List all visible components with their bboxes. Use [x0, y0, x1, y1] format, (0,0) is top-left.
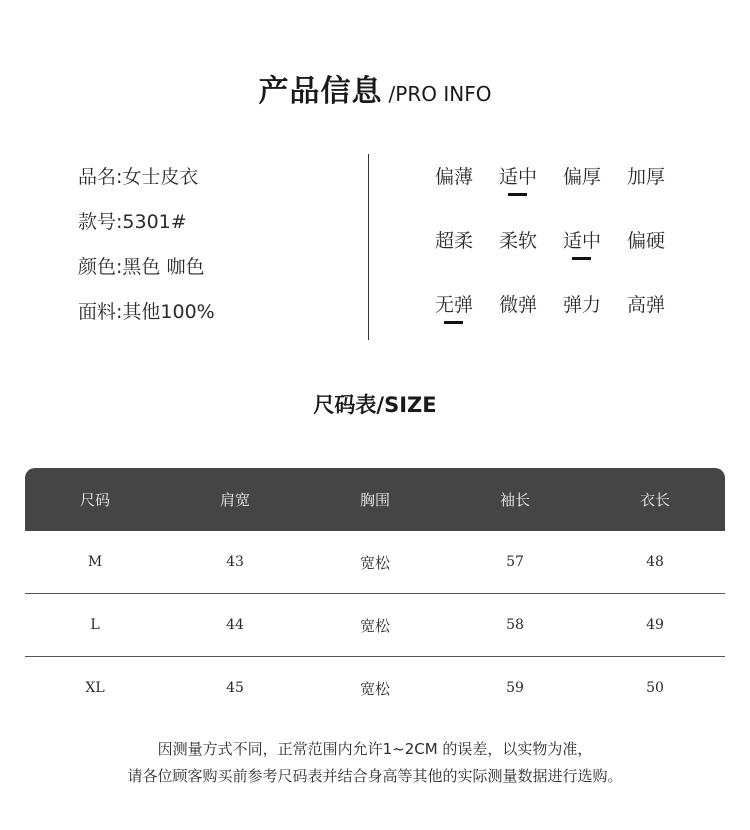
softness-option: 柔软 — [499, 230, 538, 252]
softness-row — [435, 224, 691, 288]
table-cell: 45 — [226, 680, 244, 696]
page-title — [0, 66, 750, 110]
header-cell: 尺码 — [79, 491, 110, 509]
info-style-number: 款号:5301# — [78, 211, 187, 233]
table-cell: 50 — [646, 680, 664, 696]
table-cell: 44 — [226, 617, 244, 633]
elasticity-option: 弹力 — [563, 294, 602, 316]
table-cell: M — [87, 554, 103, 570]
info-color: 颜色:黑色 咖色 — [78, 256, 205, 278]
table-cell: 59 — [506, 680, 524, 696]
attribute-grid — [435, 160, 691, 352]
thickness-row — [435, 160, 691, 224]
thickness-option: 偏厚 — [563, 166, 602, 188]
table-cell: 宽松 — [359, 553, 390, 572]
table-row — [25, 594, 725, 657]
table-cell: 48 — [646, 554, 664, 570]
size-table-header — [25, 468, 725, 531]
title-chinese: 产品信息 — [258, 74, 383, 109]
info-name: 品名:女士皮衣 — [78, 166, 199, 188]
header-cell: 肩宽 — [219, 491, 250, 509]
header-cell: 胸围 — [359, 491, 390, 509]
size-chart-title: 尺码表/SIZE — [313, 393, 437, 417]
title-english: /PRO INFO — [388, 82, 492, 106]
table-cell: 49 — [646, 617, 664, 633]
measurement-note — [0, 736, 750, 790]
table-cell: L — [90, 617, 100, 633]
table-cell: 宽松 — [359, 679, 390, 698]
elasticity-option: 无弹 — [435, 288, 499, 352]
table-cell: XL — [85, 680, 105, 696]
note-line: 因测量方式不同，正常范围内允许1~2CM 的误差，以实物为准， — [157, 740, 593, 758]
header-cell: 袖长 — [499, 491, 530, 509]
product-info-list — [78, 160, 215, 340]
softness-option: 适中 — [563, 224, 627, 288]
table-cell: 57 — [506, 554, 524, 570]
note-line: 请各位顾客购买前参考尺码表并结合身高等其他的实际测量数据进行选购。 — [127, 767, 623, 785]
softness-option: 偏硬 — [627, 230, 666, 252]
thickness-option: 偏薄 — [435, 166, 474, 188]
table-cell: 宽松 — [359, 616, 390, 635]
divider-line — [368, 154, 369, 340]
table-row — [25, 657, 725, 719]
elasticity-option: 微弹 — [499, 294, 538, 316]
thickness-option: 适中 — [499, 160, 563, 224]
table-row — [25, 531, 725, 594]
table-cell: 43 — [226, 554, 244, 570]
softness-option: 超柔 — [435, 230, 474, 252]
elasticity-row — [435, 288, 691, 352]
elasticity-option: 高弹 — [627, 294, 666, 316]
thickness-option: 加厚 — [627, 166, 666, 188]
size-table — [25, 468, 725, 719]
header-cell: 衣长 — [639, 491, 670, 509]
table-cell: 58 — [506, 617, 524, 633]
info-fabric: 面料:其他100% — [78, 301, 215, 323]
